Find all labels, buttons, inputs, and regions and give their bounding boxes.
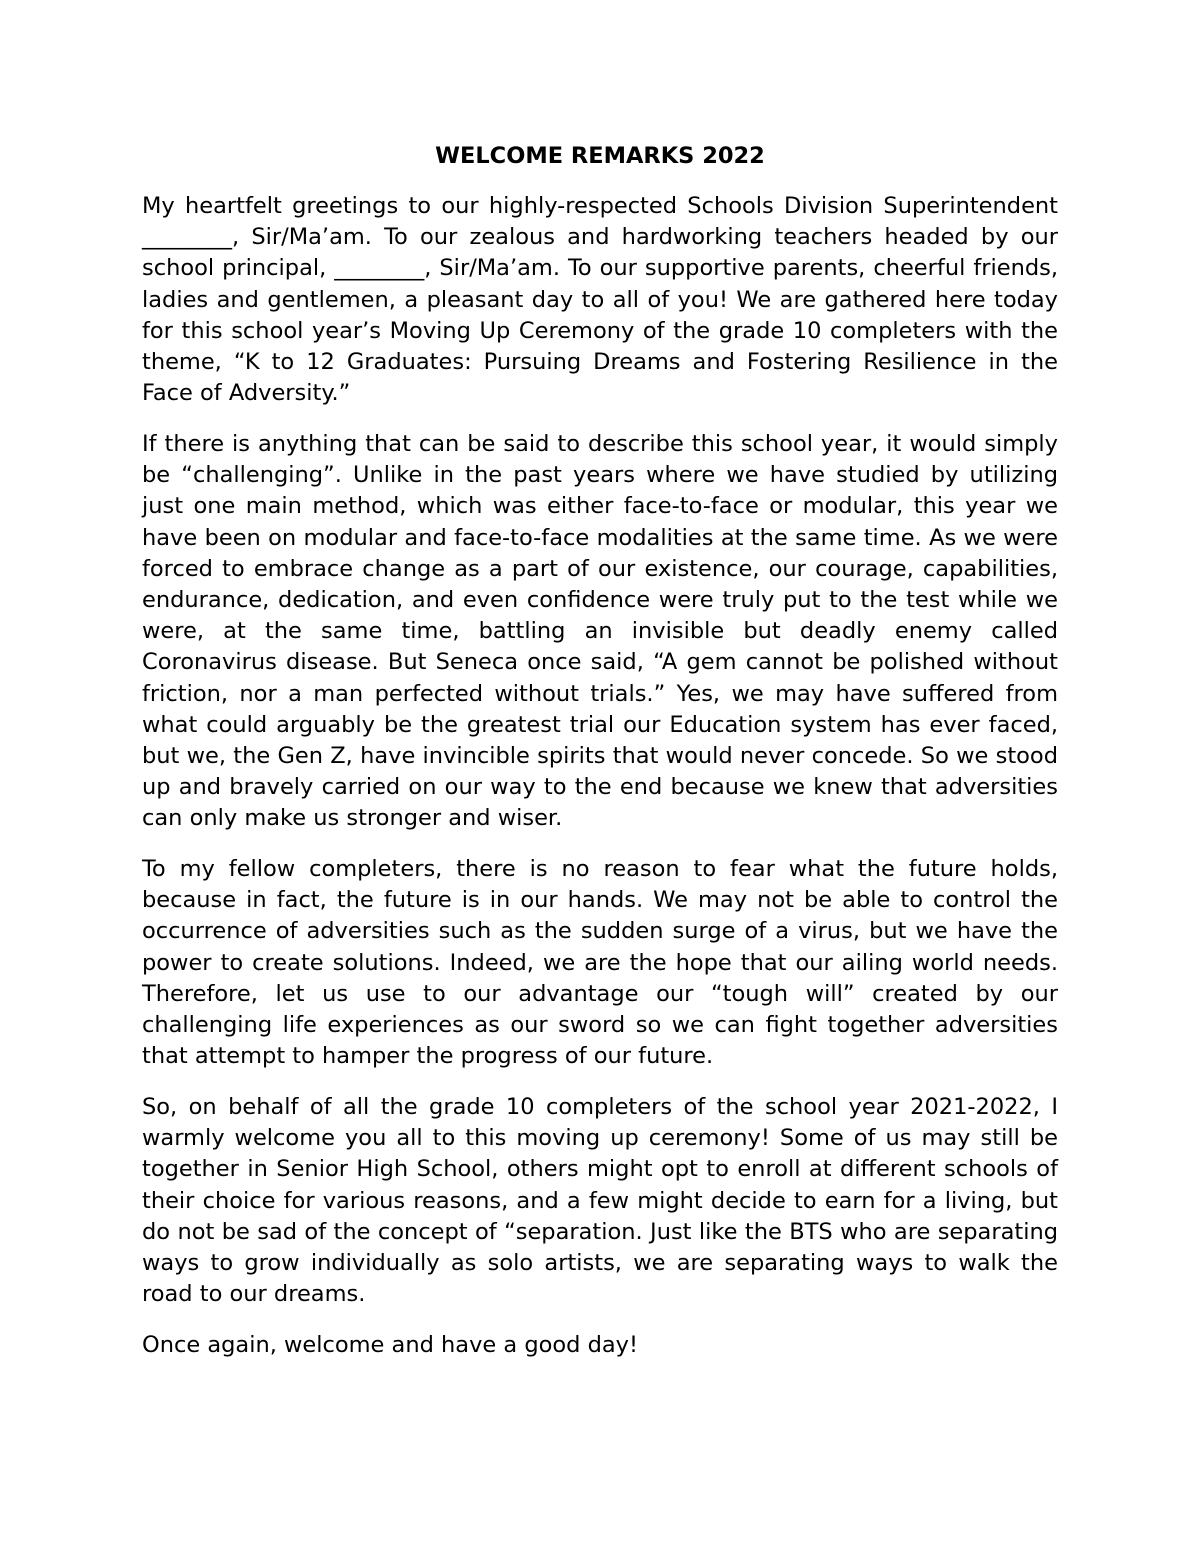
document-title: WELCOME REMARKS 2022 [435, 143, 765, 169]
paragraph-greetings: My heartfelt greetings to our highly-respected Schools Division Superintendent ________, Sir/Ma’am. To our zealous and hardworking teachers headed by our school principal, ________, Sir/Ma’am. To our supportive parents, cheerful friends, ladies and gentlemen, a pleasant day to all of you! We are gathered here today for this school year’s Moving Up Ceremony of the grade 10 completers with the theme, “K to 12 Graduates: Pursuing Dreams and Fostering Resilience in the Face of Adversity.” [142, 193, 1058, 407]
document-body [142, 141, 1058, 1381]
paragraph-welcome: So, on behalf of all the grade 10 completers of the school year 2021-2022, I warmly welcome you all to this moving up ceremony! Some of us may still be together in Senior High School, others might opt to enroll at different schools of their choice for various reasons, and a few might decide to earn for a living, but do not be sad of the concept of “separation. Just like the BTS who are separating ways to grow individually as solo artists, we are separating ways to walk the road to our dreams. [142, 1093, 1058, 1308]
paragraph-fellow-completers: To my fellow completers, there is no reason to fear what the future holds, because in fact, the future is in our hands. We may not be able to control the occurrence of adversities such as the sudden surge of a virus, but we have the power to create solutions. Indeed, we are the hope that our ailing world needs. Therefore, let us use to our advantage our “tough will” created by our challenging life experiences as our sword so we can fight together adversities that attempt to hamper the progress of our future. [142, 856, 1058, 1070]
paragraph-closing: Once again, welcome and have a good day! [142, 1331, 638, 1358]
paragraph-challenging-year: If there is anything that can be said to describe this school year, it would simply be “challenging”. Unlike in the past years where we have studied by utilizing just one main method, which was either face-to-face or modular, this year we have been on modular and face-to-face modalities at the same time. As we were forced to embrace change as a part of our existence, our courage, capabilities, endurance, dedication, and even confidence were truly put to the test while we were, at the same time, battling an invisible but deadly enemy called Coronavirus disease. But Seneca once said, “A gem cannot be polished without friction, nor a man perfected without trials.” Yes, we may have suffered from what could arguably be the greatest trial our Education system has ever faced, but we, the Gen Z, have invincible spirits that would never concede. So we stood up and bravely carried on our way to the end because we knew that adversities can only make us stronger and wiser. [142, 430, 1058, 832]
